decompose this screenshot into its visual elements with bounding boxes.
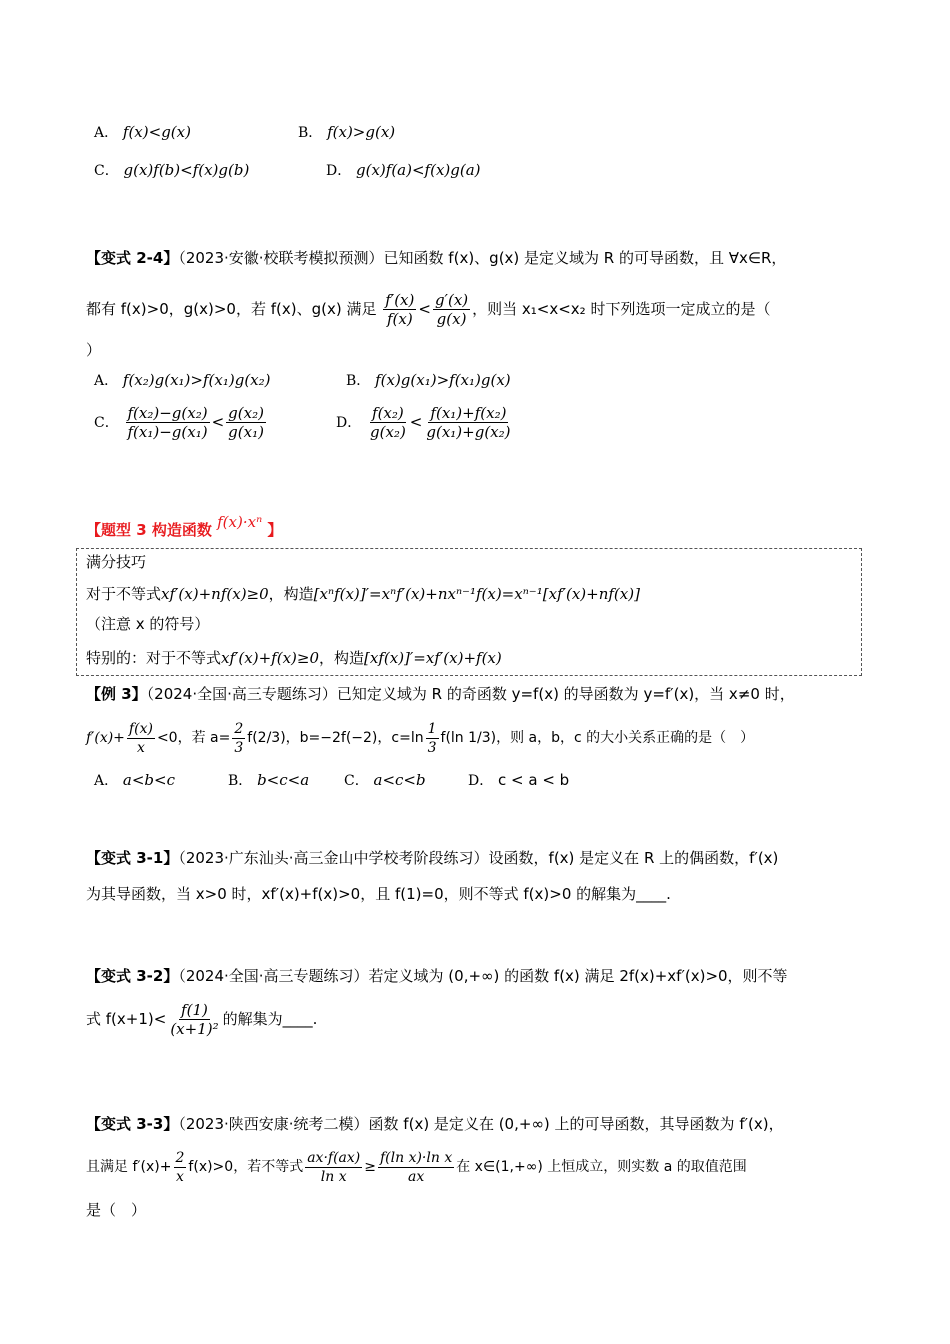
question-tag: 【例 3】 xyxy=(86,685,147,703)
option-label: C． xyxy=(94,163,119,179)
variant-3-3-line3: 是（ ） xyxy=(86,1201,147,1219)
variant-2-4-line3: ） xyxy=(86,341,102,359)
question-text: 都有 f(x)>0，g(x)>0，若 f(x)、g(x) 满足 xyxy=(86,300,377,318)
v24-option-a[interactable] xyxy=(94,370,271,391)
fraction: $\frac{2}{3}$ xyxy=(234,720,244,756)
question-text: ，则当 x₁<x<x₂ 时下列选项一定成立的是（ xyxy=(472,300,771,318)
prev-option-c[interactable] xyxy=(94,160,249,181)
heading-bracket: 】 xyxy=(267,521,283,539)
heading-text: 【题型 3 构造函数 xyxy=(86,521,212,539)
option-label: A． xyxy=(94,773,119,789)
variant-3-3-line1 xyxy=(86,1114,784,1134)
variant-3-2-line2 xyxy=(86,998,317,1040)
ex3-option-a[interactable] xyxy=(94,770,175,791)
question-tag: 【变式 3-2】 xyxy=(86,967,179,985)
greater-equal: ≥ xyxy=(364,1159,376,1175)
fraction: $\frac{\text{f(x₂)−g(x₂)}}{\text{f(x₁)−g(x₁)}}$ xyxy=(127,404,208,441)
v24-option-c[interactable]: C． $\frac{\text{f(x₂)−g(x₂)}}{\text{f(x₁)−g(x₁)}}$ < $\frac{\text{g(x₂)}}{\text{g(x₁)}}$ xyxy=(94,404,264,441)
question-formula: f′(x)+ xyxy=(86,730,125,746)
option-text: g(x)f(a)<f(x)g(a) xyxy=(356,161,481,179)
prev-option-a[interactable] xyxy=(94,122,191,143)
fraction: $\frac{2}{x}$ xyxy=(175,1149,185,1185)
fraction: $\frac{\text{f(ln x)·ln x}}{ax}$ xyxy=(379,1149,453,1185)
question-text: （2024·全国·高三专题练习）若定义域为 (0,+∞) 的函数 f(x) 满足 2f(x)+xf′(x)>0，则不等 xyxy=(178,967,788,985)
section-heading-type-3 xyxy=(86,513,283,540)
skill-formula: xf′(x)+f(x)≥0 xyxy=(221,649,319,667)
skill-line-1 xyxy=(86,584,640,604)
variant-2-4-line2 xyxy=(86,290,770,328)
option-label: B． xyxy=(346,373,371,389)
option-text: a<c<b xyxy=(373,771,426,789)
skill-text: 对于不等式 xyxy=(86,585,162,603)
fraction: $\frac{\text{f(x₁)+f(x₂)}}{\text{g(x₁)+g(x₂)}}$ xyxy=(426,404,511,441)
option-label: D． xyxy=(326,163,352,179)
fraction: $\frac{\text{f(x₂)}}{\text{g(x₂)}}$ xyxy=(370,404,406,441)
option-text: b<c<a xyxy=(257,771,310,789)
question-tag: 【变式 2-4】 xyxy=(86,249,179,267)
skill-line-3 xyxy=(86,648,502,668)
skill-formula: [xf(x)]′=xf′(x)+f(x) xyxy=(364,649,502,667)
option-text: f(x)<g(x) xyxy=(122,123,191,141)
question-text: （2023·安徽·校联考模拟预测）已知函数 f(x)、g(x) 是定义域为 R 的可导函数，且 ∀x∈R， xyxy=(178,249,787,267)
prev-option-b[interactable] xyxy=(298,122,395,143)
variant-3-1-line1 xyxy=(86,848,778,868)
fraction: $\frac{f(1)}{\text{(x+1)²}}$ xyxy=(170,1001,219,1038)
fraction: $\frac{\text{g(x₂)}}{\text{g(x₁)}}$ xyxy=(228,404,264,441)
variant-2-4-line1 xyxy=(86,248,786,268)
option-label: B． xyxy=(228,773,253,789)
option-text: g(x)f(b)<f(x)g(b) xyxy=(123,161,250,179)
question-text: f(2/3)，b=−2f(−2)，c=ln xyxy=(247,730,424,746)
variant-3-3-line2 xyxy=(86,1146,747,1188)
variant-3-1-line2: 为其导函数，当 x>0 时，xf′(x)+f(x)>0，且 f(1)=0，则不等式 f(x)>0 的解集为____. xyxy=(86,885,671,903)
question-text: 在 x∈(1,+∞) 上恒成立，则实数 a 的取值范围 xyxy=(456,1159,747,1175)
question-tag: 【变式 3-1】 xyxy=(86,849,179,867)
question-text: 且满足 f′(x)+ xyxy=(86,1159,172,1175)
fraction: $\frac{f'(x)}{f(x)}$ xyxy=(385,291,415,328)
skill-text: 特别的：对于不等式 xyxy=(86,649,222,667)
question-text: <0，若 a= xyxy=(156,730,231,746)
ex3-option-d[interactable] xyxy=(468,770,569,791)
option-label: D． xyxy=(468,773,494,789)
skill-formula: xf′(x)+nf(x)≥0 xyxy=(161,585,269,603)
skill-text: ，构造 xyxy=(268,585,314,603)
question-text: 式 f(x+1)< xyxy=(86,1010,167,1028)
v24-option-b[interactable] xyxy=(346,370,511,391)
option-text: c < a < b xyxy=(498,771,570,789)
prev-option-d[interactable] xyxy=(326,160,481,181)
v24-option-d[interactable]: D． $\frac{\text{f(x₂)}}{\text{g(x₂)}}$ < $\frac{\text{f(x₁)+f(x₂)}}{\text{g(x₁)+g(x₂)}}$ xyxy=(336,404,511,441)
option-label: C． xyxy=(344,773,369,789)
option-label: B． xyxy=(298,125,323,141)
option-label: A． xyxy=(94,125,119,141)
question-tag: 【变式 3-3】 xyxy=(86,1115,179,1133)
fraction: $\frac{g'(x)}{g(x)}$ xyxy=(434,291,469,328)
ex3-option-b[interactable] xyxy=(228,770,309,791)
ex3-option-c[interactable] xyxy=(344,770,426,791)
skill-title: 满分技巧 xyxy=(86,553,147,571)
skill-text: ，构造 xyxy=(319,649,365,667)
fraction: $\frac{ax\cdot f(ax)}{\text{ln x}}$ xyxy=(307,1149,361,1185)
fraction: $\frac{1}{3}$ xyxy=(427,720,437,756)
question-text: （2023·广东汕头·高三金山中学校考阶段练习）设函数，f(x) 是定义在 R 上的偶函数，f′(x) xyxy=(178,849,779,867)
question-text: （2024·全国·高三专题练习）已知定义域为 R 的奇函数 y=f(x) 的导函数为 y=f′(x)，当 x≠0 时， xyxy=(146,685,795,703)
question-text: 的解集为____. xyxy=(222,1010,318,1028)
heading-formula: f(x)·xⁿ xyxy=(217,513,263,531)
question-text: f(ln 1/3)，则 a，b，c 的大小关系正确的是（ ） xyxy=(440,730,755,746)
less-than: < xyxy=(418,300,431,318)
option-label: A． xyxy=(94,373,119,389)
option-label: C． xyxy=(94,415,119,431)
question-text: f(x)>0，若不等式 xyxy=(188,1159,304,1175)
question-text: （2023·陕西安康·统考二模）函数 f(x) 是定义在 (0,+∞) 上的可导函数，其导函数为 f′(x)， xyxy=(178,1115,784,1133)
example-3-line1 xyxy=(86,684,795,704)
skill-formula: [xⁿf(x)]′=xⁿf′(x)+nxⁿ⁻¹f(x)=xⁿ⁻¹[xf′(x)+nf(x)] xyxy=(313,585,640,603)
option-text: f(x)>g(x) xyxy=(327,123,396,141)
variant-3-2-line1 xyxy=(86,966,788,986)
example-3-line2 xyxy=(86,718,754,758)
option-text: f(x)g(x₁)>f(x₁)g(x) xyxy=(375,371,511,389)
skill-line-2: （注意 x 的符号） xyxy=(86,615,210,633)
option-text: a<b<c xyxy=(122,771,175,789)
fraction: $\frac{f(x)}{x}$ xyxy=(128,720,153,756)
option-label: D． xyxy=(336,415,362,431)
option-text: f(x₂)g(x₁)>f(x₁)g(x₂) xyxy=(122,371,271,389)
